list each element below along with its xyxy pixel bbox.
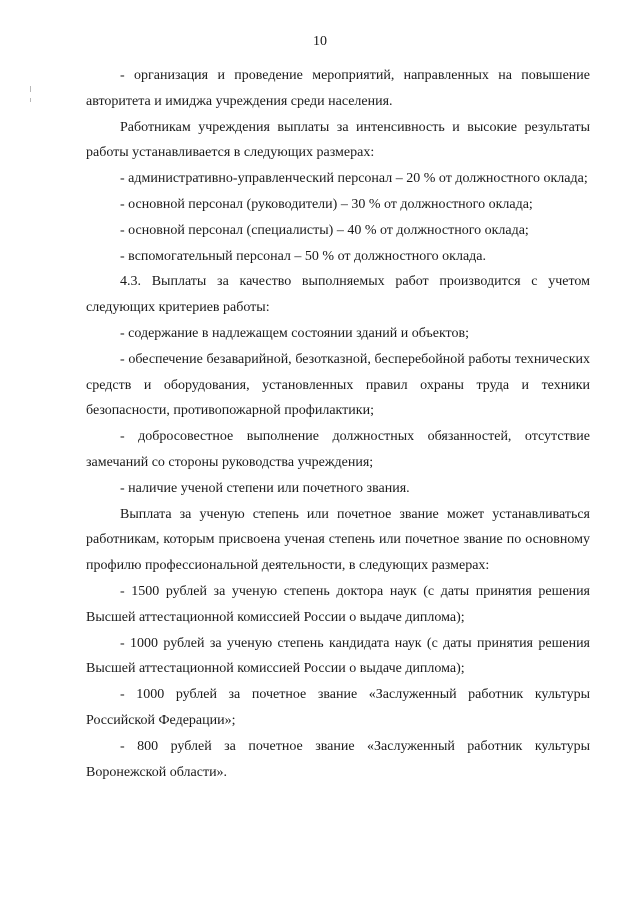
list-item-buildings-maintenance: - содержание в надлежащем состоянии зданий и объектов; bbox=[120, 325, 469, 341]
paragraph-section-4-3: 4.3. Выплаты за качество выполняемых работ производится с учетом следующих критериев работы: bbox=[86, 274, 590, 316]
list-item-degree-title: - наличие ученой степени или почетного звания. bbox=[120, 480, 410, 496]
list-item-honored-worker-rf: - 1000 рублей за почетное звание «Заслуженный работник культуры Российской Федерации»; bbox=[86, 687, 590, 728]
list-item-main-staff-heads: - основной персонал (руководители) – 30 % от должностного оклада; bbox=[120, 196, 533, 212]
scan-margin-mark bbox=[30, 98, 31, 102]
list-item-admin-staff: - административно-управленческий персонал – 20 % от должностного оклада; bbox=[120, 171, 588, 187]
list-item-main-staff-specialists: - основной персонал (специалисты) – 40 % от должностного оклада; bbox=[120, 222, 529, 238]
list-item-candidate-degree: - 1000 рублей за ученую степень кандидата наук (с даты принятия решения Высшей аттестационной комиссией России о выдаче диплома); bbox=[86, 635, 590, 677]
page-number: 10 bbox=[313, 34, 327, 49]
document-body bbox=[86, 63, 590, 785]
scan-margin-mark bbox=[30, 86, 31, 92]
paragraph-degree-payment: Выплата за ученую степень или почетное звание может устанавливаться работникам, которым присвоена ученая степень или почетное звание по основному профилю профессиональной деятельности, в следующих размерах: bbox=[86, 506, 590, 574]
paragraph-intensity-payments: Работникам учреждения выплаты за интенсивность и высокие результаты работы устанавливается в следующих размерах: bbox=[86, 119, 590, 161]
list-item-support-staff: - вспомогательный персонал – 50 % от должностного оклада. bbox=[120, 248, 487, 264]
paragraph-organization-events: - организация и проведение мероприятий, направленных на повышение авторитета и имиджа учреждения среди населения. bbox=[86, 68, 590, 109]
list-item-equipment-operation: - обеспечение безаварийной, безотказной, бесперебойной работы технических средств и оборудования, установленных правил охраны труда и техники безопасности, противопожарной профилактики; bbox=[86, 351, 590, 419]
list-item-duties-performance: - добросовестное выполнение должностных обязанностей, отсутствие замечаний со стороны руководства учреждения; bbox=[86, 429, 590, 470]
list-item-doctor-degree: - 1500 рублей за ученую степень доктора наук (с даты принятия решения Высшей аттестационной комиссией России о выдаче диплома); bbox=[86, 583, 590, 625]
list-item-honored-worker-voronezh: - 800 рублей за почетное звание «Заслуженный работник культуры Воронежской области». bbox=[86, 738, 590, 780]
